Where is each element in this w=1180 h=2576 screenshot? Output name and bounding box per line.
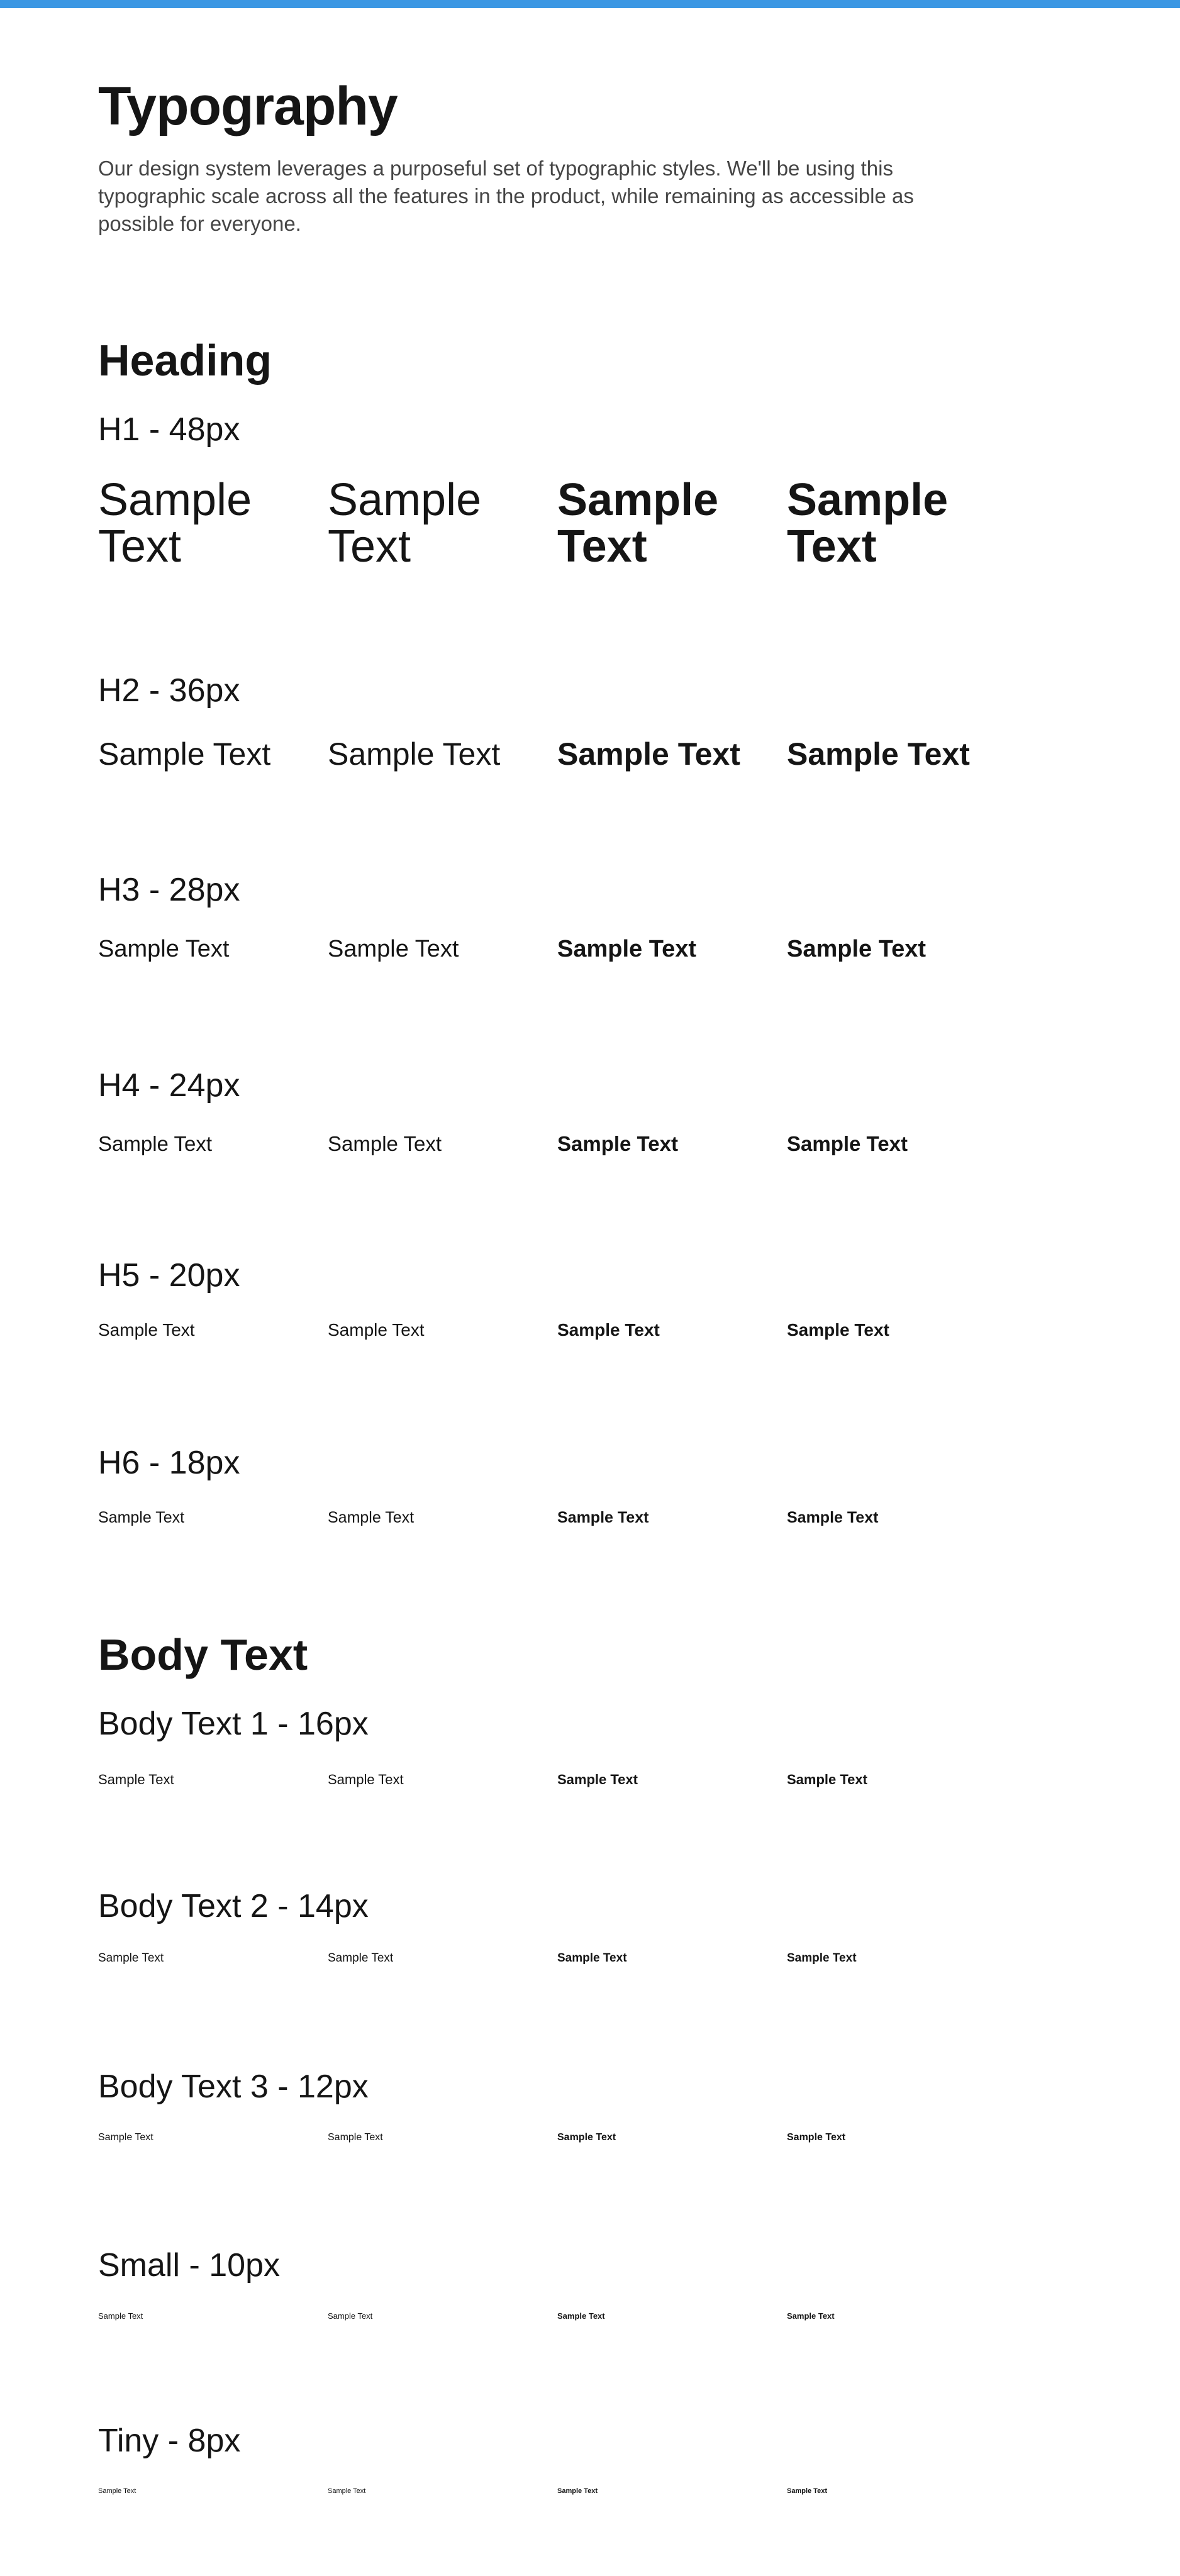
sample-h4-weight-3: Sample Text — [557, 1132, 678, 1155]
sample-h6-weight-4: Sample Text — [787, 1509, 879, 1526]
style-title-h6: H6 - 18px — [98, 1445, 240, 1481]
style-title-h5: H5 - 20px — [98, 1257, 240, 1294]
style-title-small: Small - 10px — [98, 2247, 280, 2284]
sample-body3-weight-1: Sample Text — [98, 2132, 153, 2143]
sample-body1-weight-3: Sample Text — [557, 1772, 638, 1787]
sample-body3-weight-4: Sample Text — [787, 2132, 846, 2143]
sample-h1-weight-1: Sample Text — [98, 475, 252, 572]
sample-h1-weight-3: Sample Text — [557, 475, 719, 572]
sample-tiny-weight-3: Sample Text — [557, 2487, 598, 2495]
sample-body3-weight-2: Sample Text — [328, 2132, 383, 2143]
sample-h2-weight-4: Sample Text — [787, 736, 970, 772]
sample-h2-weight-2: Sample Text — [328, 736, 501, 772]
sample-body1-weight-4: Sample Text — [787, 1772, 867, 1787]
sample-h5-weight-4: Sample Text — [787, 1320, 889, 1340]
sample-small-weight-4: Sample Text — [787, 2311, 835, 2321]
style-title-body1: Body Text 1 - 16px — [98, 1706, 369, 1742]
sample-h3-weight-3: Sample Text — [557, 936, 697, 962]
style-title-tiny: Tiny - 8px — [98, 2423, 241, 2459]
sample-body1-weight-1: Sample Text — [98, 1772, 174, 1787]
sample-body1-weight-2: Sample Text — [328, 1772, 404, 1787]
sample-h3-weight-4: Sample Text — [787, 936, 927, 962]
sample-h3-weight-1: Sample Text — [98, 936, 230, 962]
sample-small-weight-3: Sample Text — [557, 2311, 605, 2321]
sample-h6-weight-2: Sample Text — [328, 1509, 415, 1526]
sample-body2-weight-4: Sample Text — [787, 1951, 857, 1965]
top-accent-bar — [0, 0, 1180, 8]
sample-h3-weight-2: Sample Text — [328, 936, 459, 962]
body-section-title: Body Text — [98, 1630, 308, 1679]
sample-h5-weight-3: Sample Text — [557, 1320, 660, 1340]
style-title-h1: H1 - 48px — [98, 411, 240, 448]
sample-h4-weight-1: Sample Text — [98, 1132, 212, 1155]
sample-body3-weight-3: Sample Text — [557, 2132, 616, 2143]
sample-h6-weight-3: Sample Text — [557, 1509, 649, 1526]
page-title: Typography — [98, 76, 398, 136]
style-title-h4: H4 - 24px — [98, 1067, 240, 1104]
sample-h1-weight-2: Sample Text — [328, 475, 482, 572]
sample-h2-weight-1: Sample Text — [98, 736, 271, 772]
sample-h5-weight-1: Sample Text — [98, 1320, 195, 1340]
heading-section-title: Heading — [98, 336, 272, 385]
style-title-body2: Body Text 2 - 14px — [98, 1888, 369, 1924]
style-title-h2: H2 - 36px — [98, 672, 240, 709]
style-title-h3: H3 - 28px — [98, 872, 240, 908]
sample-h1-weight-4: Sample Text — [787, 475, 949, 572]
sample-h2-weight-3: Sample Text — [557, 736, 740, 772]
sample-tiny-weight-2: Sample Text — [328, 2487, 366, 2495]
sample-body2-weight-3: Sample Text — [557, 1951, 627, 1965]
page-intro: Our design system leverages a purposeful set of typographic styles. We'll be using this typographic scale across all the features in the product, while remaining as accessible as possible for everyone. — [98, 157, 914, 235]
sample-h4-weight-2: Sample Text — [328, 1132, 442, 1155]
sample-small-weight-1: Sample Text — [98, 2311, 143, 2321]
sample-small-weight-2: Sample Text — [328, 2311, 373, 2321]
style-title-body3: Body Text 3 - 12px — [98, 2068, 369, 2105]
sample-body2-weight-1: Sample Text — [98, 1951, 164, 1965]
sample-tiny-weight-1: Sample Text — [98, 2487, 136, 2495]
sample-body2-weight-2: Sample Text — [328, 1951, 394, 1965]
sample-tiny-weight-4: Sample Text — [787, 2487, 827, 2495]
sample-h4-weight-4: Sample Text — [787, 1132, 908, 1155]
sample-h6-weight-1: Sample Text — [98, 1509, 185, 1526]
sample-h5-weight-2: Sample Text — [328, 1320, 425, 1340]
